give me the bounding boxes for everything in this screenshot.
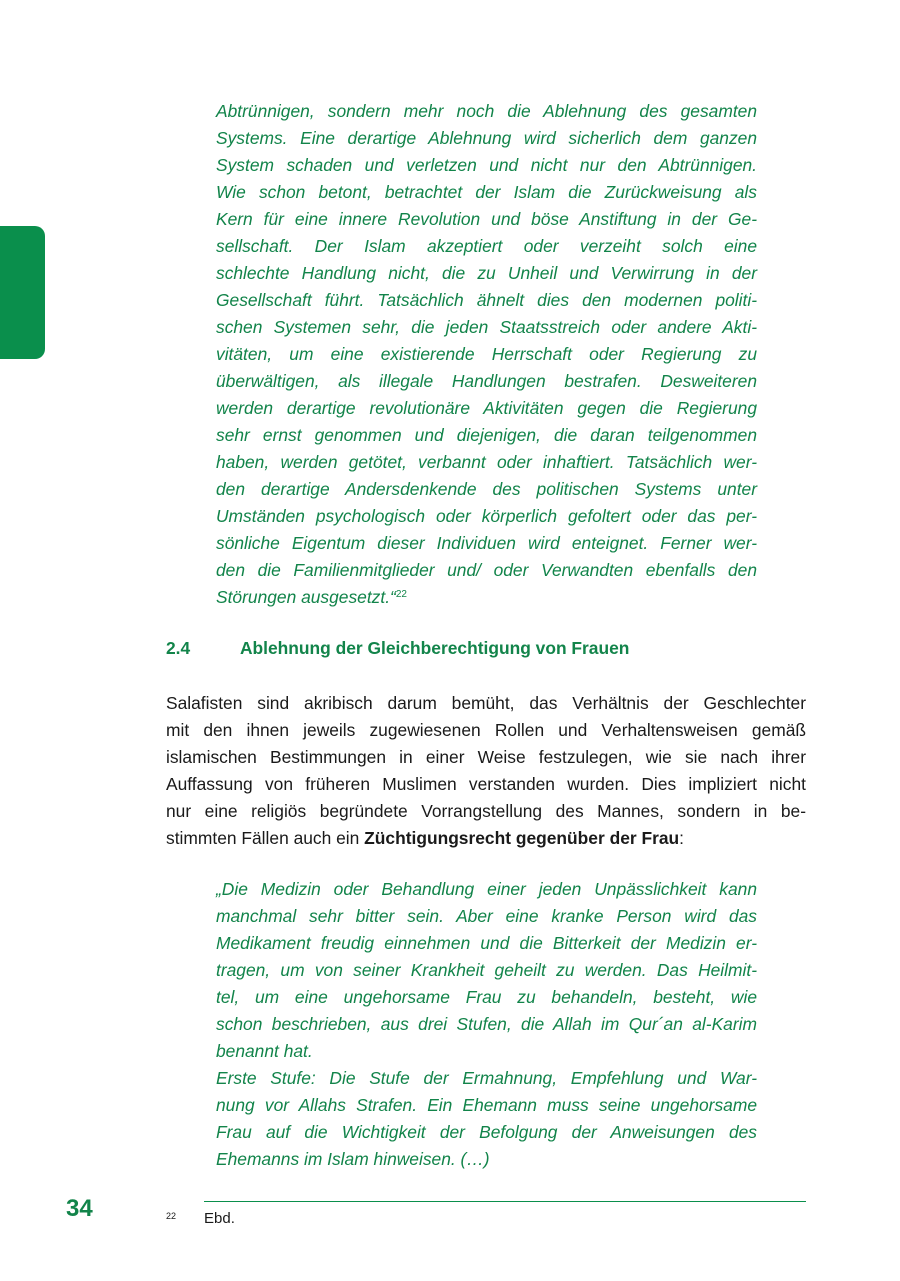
quote-line: Umständen psychologisch oder körperlich gefoltert oder das per- (216, 506, 757, 526)
page-number: 34 (66, 1195, 93, 1222)
block-quote (216, 876, 757, 1173)
quote-line: sehr ernst genommen und diejenigen, die daran teilgenommen (216, 425, 757, 445)
body-line (166, 825, 806, 852)
quote-line: Ehemanns im Islam hinweisen. (…) (216, 1149, 490, 1169)
chapter-tab-marker (0, 226, 45, 359)
quote-line: Medikament freudig einnehmen und die Bitterkeit der Medizin er- (216, 933, 757, 953)
quote-line: benannt hat. (216, 1041, 313, 1061)
footnote-divider (204, 1201, 806, 1202)
quote-line: Abtrünnigen, sondern mehr noch die Ablehnung des gesamten (216, 101, 757, 121)
quote-line: überwältigen, als illegale Handlungen bestrafen. Desweiteren (216, 371, 757, 391)
quote-line: schon beschrieben, aus drei Stufen, die Allah im Qur´an al-Karim (216, 1014, 757, 1034)
quote-line: haben, werden getötet, verbannt oder inhaftiert. Tatsächlich wer- (216, 452, 757, 472)
section-title: Ablehnung der Gleichberechtigung von Frauen (240, 638, 630, 658)
quote-line: „Die Medizin oder Behandlung einer jeden Unpässlichkeit kann (216, 879, 757, 899)
body-last-line-start: stimmten Fällen auch ein (166, 828, 365, 848)
quote-line: vitäten, um eine existierende Herrschaft oder Regierung zu (216, 344, 757, 364)
quote-line: schlechte Handlung nicht, die zu Unheil und Verwirrung in der (216, 263, 757, 283)
quote-line: manchmal sehr bitter sein. Aber eine kranke Person wird das (216, 906, 757, 926)
section-number: 2.4 (166, 638, 191, 658)
quote-line: schen Systemen sehr, die jeden Staatsstreich oder andere Akti- (216, 317, 757, 337)
quote-line: Gesellschaft führt. Tatsächlich ähnelt dies den modernen politi- (216, 290, 757, 310)
body-line: mit den ihnen jeweils zugewiesenen Rollen und Verhaltensweisen gemäß (166, 720, 806, 740)
quote-line: Systems. Eine derartige Ablehnung wird sicherlich dem ganzen (216, 128, 757, 148)
quote-line: werden derartige revolutionäre Aktivitäten gegen die Regierung (216, 398, 757, 418)
body-line: Auffassung von früheren Muslimen verstanden wurden. Dies impliziert nicht (166, 774, 806, 794)
quote-last-line-text: Störungen ausgesetzt.“ (216, 587, 396, 607)
block-quote-continued (216, 98, 757, 611)
quote-line: Erste Stufe: Die Stufe der Ermahnung, Empfehlung und War- (216, 1068, 757, 1088)
quote-line: den die Familienmitglieder und/ oder Verwandten ebenfalls den (216, 560, 757, 580)
quote-line: Wie schon betont, betrachtet der Islam die Zurückweisung als (216, 182, 757, 202)
quote-line: Frau auf die Wichtigkeit der Befolgung der Anweisungen des (216, 1122, 757, 1142)
quote-line: Kern für eine innere Revolution und böse Anstiftung in der Ge- (216, 209, 757, 229)
quote-line: sönliche Eigentum dieser Individuen wird enteignet. Ferner wer- (216, 533, 757, 553)
body-bold-phrase: Züchtigungsrecht gegenüber der Frau (364, 828, 680, 848)
section-heading (166, 636, 806, 660)
body-line: Salafisten sind akribisch darum bemüht, das Verhältnis der Geschlechter (166, 693, 806, 713)
body-last-line-end: : (679, 828, 684, 848)
body-line: nur eine religiös begründete Vorrangstellung des Mannes, sondern in be- (166, 801, 806, 821)
footnote-text: Ebd. (204, 1210, 235, 1227)
quote-line: tel, um eine ungehorsame Frau zu behandeln, besteht, wie (216, 987, 757, 1007)
footnote-reference[interactable]: 22 (395, 589, 407, 600)
quote-line: sellschaft. Der Islam akzeptiert oder verzeiht solch eine (216, 236, 757, 256)
footnote-number: 22 (166, 1211, 177, 1221)
quote-line: den derartige Andersdenkende des politischen Systems unter (216, 479, 757, 499)
quote-line: System schaden und verletzen und nicht nur den Abtrünnigen. (216, 155, 757, 175)
quote-line: nung vor Allahs Strafen. Ein Ehemann muss seine ungehorsame (216, 1095, 757, 1115)
footnote (166, 1206, 235, 1229)
quote-line (216, 584, 757, 611)
body-line: islamischen Bestimmungen in einer Weise festzulegen, wie sie nach ihrer (166, 747, 806, 767)
quote-line: tragen, um von seiner Krankheit geheilt zu werden. Das Heilmit- (216, 960, 757, 980)
body-paragraph (166, 690, 806, 852)
